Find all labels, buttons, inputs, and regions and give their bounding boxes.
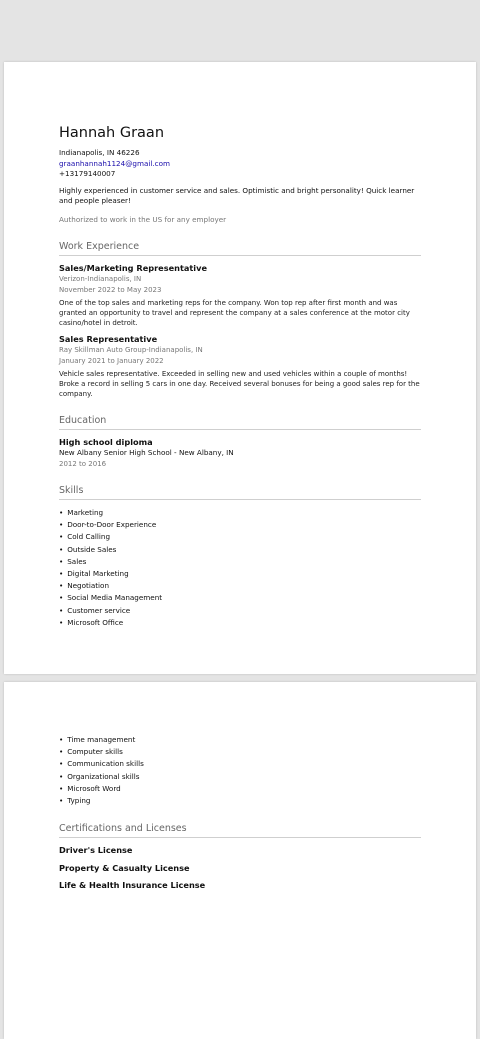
skill-item: • Organizational skills: [59, 771, 421, 783]
job-entry: [59, 334, 421, 399]
location: Indianapolis, IN 46226: [59, 148, 140, 157]
certifications-heading: Certifications and Licenses: [59, 823, 421, 838]
skill-item: • Digital Marketing: [59, 568, 421, 580]
job-title: Sales/Marketing Representative: [59, 263, 208, 273]
summary: Highly experienced in customer service and sales. Optimistic and bright personality! Quick learner and people pleaser!: [59, 185, 415, 205]
resume-page-1: [4, 62, 476, 674]
skill-item: • Microsoft Word: [59, 783, 421, 795]
job-title: Sales Representative: [59, 334, 158, 344]
work-experience-heading: Work Experience: [59, 241, 421, 256]
resume-page-2: [4, 682, 476, 1039]
page-2-content: [59, 734, 421, 898]
job-dates: November 2022 to May 2023: [59, 285, 162, 294]
education-dates: 2012 to 2016: [59, 459, 107, 468]
skill-item: • Marketing: [59, 507, 421, 519]
job-dates: January 2021 to January 2022: [59, 356, 164, 365]
job-company: Ray Skillman Auto Group-Indianapolis, IN: [59, 346, 203, 354]
skill-item: • Negotiation: [59, 580, 421, 592]
school: New Albany Senior High School - New Albany, IN: [59, 448, 234, 457]
certification-item: Driver's License: [59, 845, 133, 856]
skill-item: • Outside Sales: [59, 544, 421, 556]
page-1-content: [59, 124, 421, 629]
job-entry: [59, 263, 421, 328]
job-description: Vehicle sales representative. Exceeded in selling new and used vehicles within a couple of months! Broke a record in selling 5 cars in one day. Received several bonuses for being a good sales rep for the company.: [59, 370, 420, 398]
phone: +13179140007: [59, 169, 116, 178]
skill-item: • Social Media Management: [59, 592, 421, 604]
skill-item: • Customer service: [59, 605, 421, 617]
skill-item: • Microsoft Office: [59, 617, 421, 629]
education-heading: Education: [59, 415, 421, 430]
skill-item: • Sales: [59, 556, 421, 568]
skills-heading: Skills: [59, 485, 421, 500]
skills-list: [59, 507, 421, 629]
skill-item: • Door-to-Door Experience: [59, 519, 421, 531]
degree: High school diploma: [59, 437, 153, 447]
job-company: Verizon-Indianapolis, IN: [59, 275, 142, 283]
skill-item: • Communication skills: [59, 758, 421, 770]
candidate-name: Hannah Graan: [59, 125, 165, 141]
skill-item: • Computer skills: [59, 746, 421, 758]
skill-item: • Cold Calling: [59, 531, 421, 543]
job-description: One of the top sales and marketing reps for the company. Won top rep after first month and was granted an opportunity to travel and represent the company at a sales conference at the motor city casino/hotel in detroit.: [59, 299, 410, 327]
certification-item: Life & Health Insurance License: [59, 880, 206, 891]
skill-item: • Typing: [59, 795, 421, 807]
email-link[interactable]: graanhannah1124@gmail.com: [59, 158, 170, 168]
skills-list-continued: [59, 734, 421, 807]
skill-item: • Time management: [59, 734, 421, 746]
certification-item: Property & Casualty License: [59, 862, 190, 873]
work-authorization: Authorized to work in the US for any employer: [59, 214, 227, 224]
